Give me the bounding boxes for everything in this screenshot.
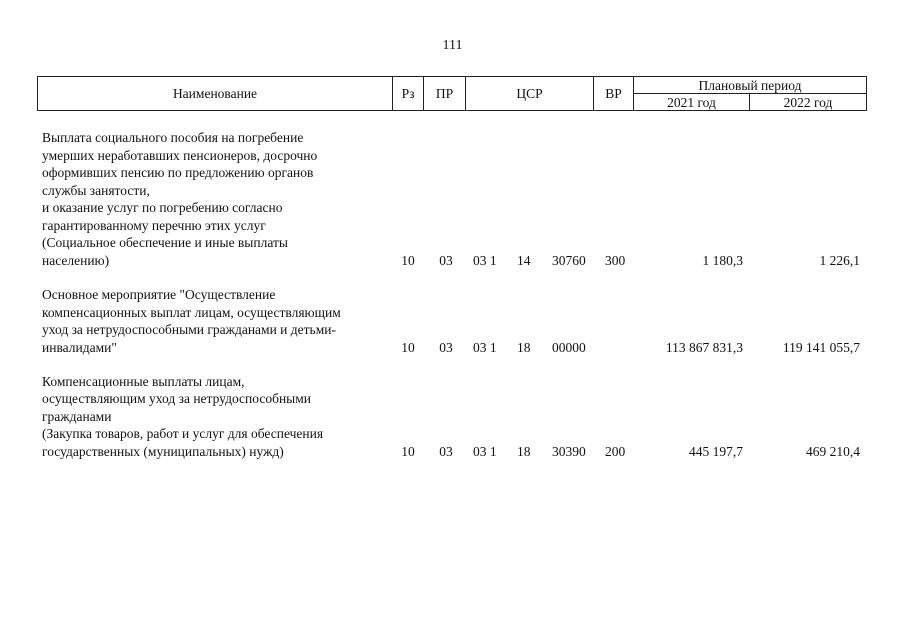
cell-rz: 10: [401, 252, 415, 268]
table-row: [0, 371, 905, 460]
cell-year-2022: 119 141 055,7: [782, 339, 860, 355]
cell-pr: 03: [439, 252, 453, 268]
cell-year-2022: 469 210,4: [806, 443, 860, 459]
cell-pr: 03: [439, 339, 453, 355]
table-row: [0, 284, 905, 356]
cell-csr-code: 00000: [552, 339, 586, 355]
header-year-2021: 2021 год: [634, 94, 750, 111]
header-rz: Рз: [393, 77, 424, 111]
cell-year-2021: 113 867 831,3: [665, 339, 743, 355]
cell-rz: 10: [401, 339, 415, 355]
header-pr: ПР: [424, 77, 466, 111]
table-header: [37, 76, 867, 111]
cell-pr: 03: [439, 443, 453, 459]
header-vr: ВР: [594, 77, 634, 111]
row-name: Компенсационные выплаты лицам, осуществляющим уход за нетрудоспособными гражданами (Закупка товаров, работ и услуг для обеспечения государственных (муниципальных) нужд): [42, 373, 324, 459]
cell-csr-subprogram: 18: [517, 339, 531, 355]
row-name: Выплата социального пособия на погребение умерших неработавших пенсионеров, досрочно оформивших пенсию по предложению органов службы занятости, и оказание услуг по погребению согласно гарантированному перечню этих услуг (Социальное обеспечение и иные выплаты населению): [42, 130, 318, 268]
table-row: [0, 127, 905, 269]
cell-csr-code: 30390: [552, 443, 586, 459]
row-name: Основное мероприятие "Осуществление компенсационных выплат лицам, осуществляющим уход за нетрудоспособными гражданами и детьми- инвалидами": [42, 287, 341, 355]
page-number: 111: [442, 38, 463, 53]
cell-year-2021: 445 197,7: [689, 443, 743, 459]
header-name: Наименование: [38, 77, 393, 111]
cell-csr-code: 30760: [552, 252, 586, 268]
cell-year-2021: 1 180,3: [702, 252, 743, 268]
header-year-2022: 2022 год: [750, 94, 867, 111]
cell-vr: 200: [605, 443, 626, 459]
cell-csr-program: 03 1: [473, 252, 497, 268]
cell-csr-subprogram: 14: [517, 252, 531, 268]
header-csr: ЦСР: [466, 77, 594, 111]
cell-csr-program: 03 1: [473, 443, 497, 459]
header-planned-period: Плановый период: [634, 77, 867, 94]
cell-csr-subprogram: 18: [517, 443, 531, 459]
cell-year-2022: 1 226,1: [819, 252, 860, 268]
cell-vr: 300: [605, 252, 626, 268]
cell-csr-program: 03 1: [473, 339, 497, 355]
cell-rz: 10: [401, 443, 415, 459]
